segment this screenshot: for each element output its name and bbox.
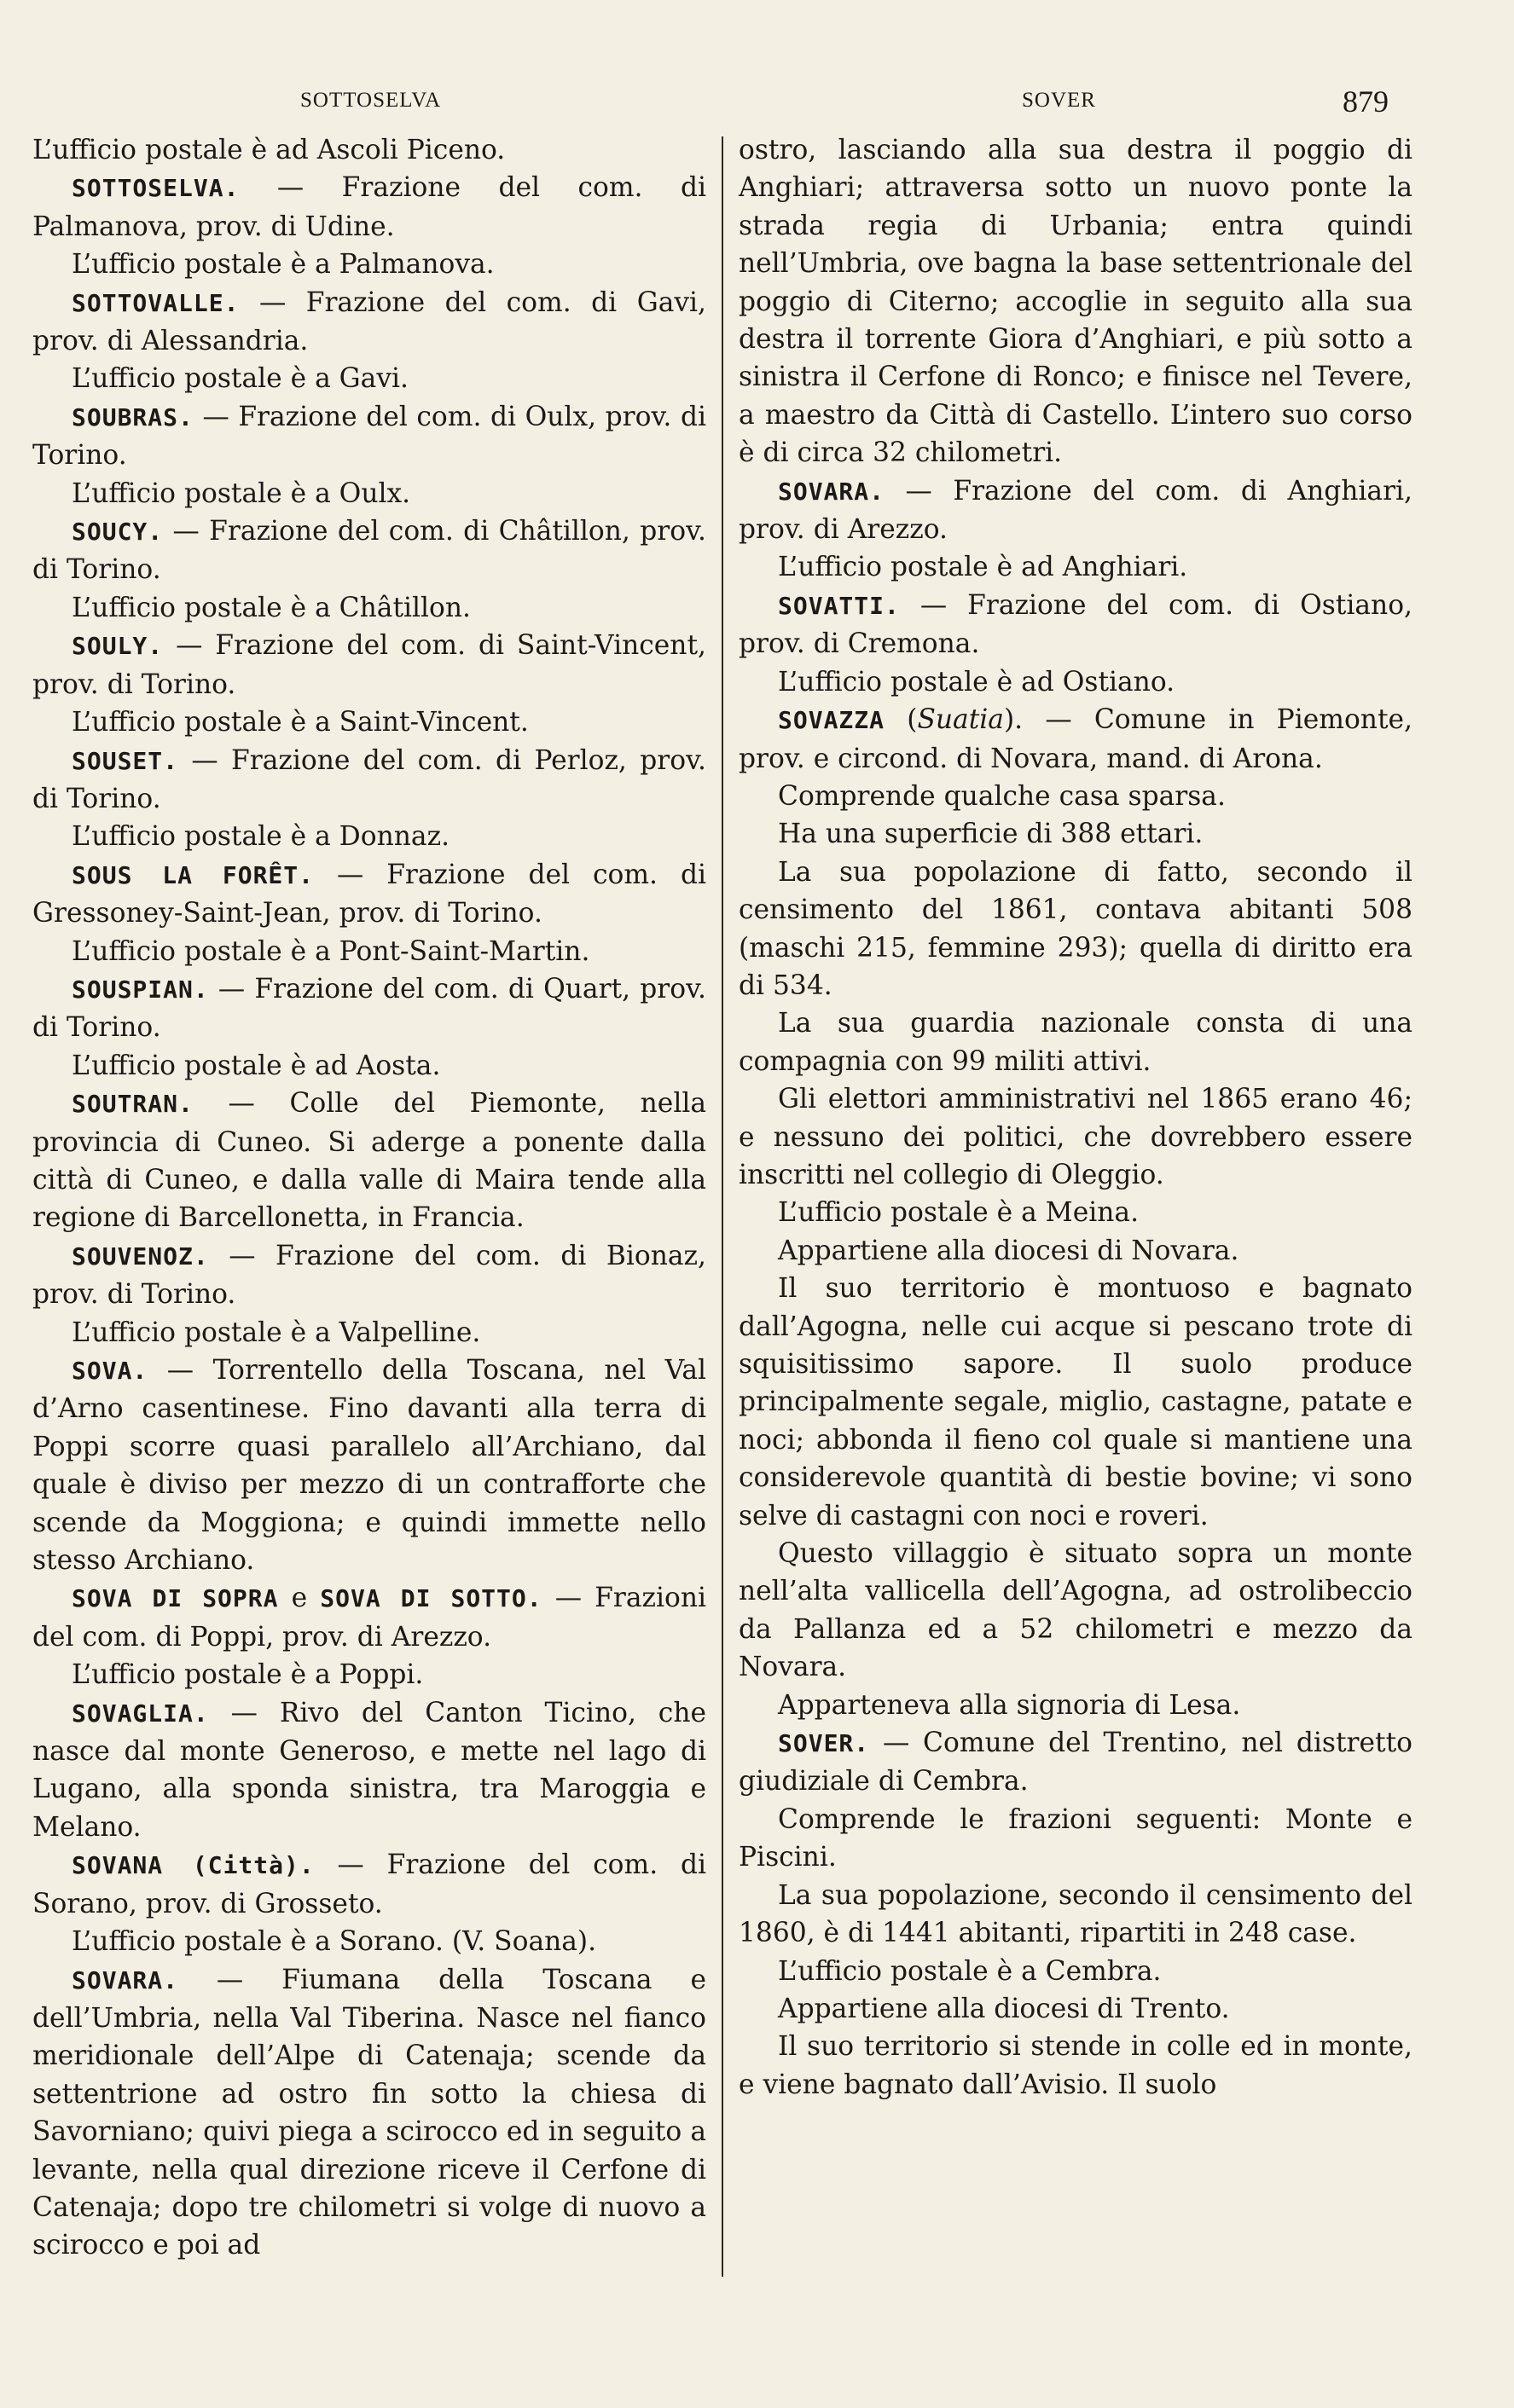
entry-headword: SOUSET. — [72, 746, 179, 775]
paragraph — [32, 246, 706, 283]
dictionary-entry — [32, 1961, 706, 2265]
entry-text: — Frazione del com. di Saint-Vincent, prov. di Torino. — [32, 630, 706, 700]
paragraph-text: L’ufficio postale è a Sorano. (V. Soana). — [72, 1926, 597, 1958]
paragraph-text: L’ufficio postale è ad Ascoli Piceno. — [32, 135, 506, 165]
entry-headword: SOUCY. — [72, 518, 164, 547]
paragraph-text: L’ufficio postale è a Donnaz. — [72, 821, 450, 853]
entry-text: — Frazioni del com. di Poppi, prov. di Arezzo. — [32, 1583, 706, 1653]
entry-text: — Frazione del com. di Palmanova, prov. di Udine. — [32, 172, 706, 242]
entry-text: — Comune in Piemonte, prov. e circond. di Novara, mand. di Arona. — [739, 704, 1412, 774]
paragraph — [32, 1923, 706, 1960]
paragraph — [739, 548, 1412, 586]
paragraph-continuation — [32, 131, 706, 169]
dictionary-entry — [32, 742, 706, 819]
paragraph — [739, 663, 1412, 701]
paragraph-text: Comprende le frazioni seguenti: Monte e Piscini. — [739, 1803, 1412, 1873]
running-head-right: SOVER — [1022, 89, 1096, 112]
paragraph — [739, 778, 1412, 815]
entry-text: — Frazione del com. di Ostiano, prov. di Cremona. — [739, 589, 1412, 660]
entry-headword: SOVER. — [778, 1729, 870, 1758]
paragraph — [739, 1535, 1412, 1687]
entry-text: — Frazione del com. di Anghiari, prov. di Arezzo. — [739, 475, 1412, 546]
paragraph — [32, 818, 706, 855]
dictionary-entry — [32, 1237, 706, 1314]
paragraph — [32, 1047, 706, 1085]
paragraph — [739, 1877, 1412, 1953]
paragraph-text: L’ufficio postale è a Meina. — [778, 1197, 1140, 1229]
entry-text: — Torrentello della Toscana, nel Val d’Arno casentinese. Fino davanti alla terra di Poppi scorre quasi parallelo all’Archiano, dal quale è diviso per mezzo di un contrafforte che scende da Moggiona; e quindi immette nello stesso Archiano. — [32, 1355, 706, 1577]
paragraph — [739, 1953, 1412, 1990]
entry-headword: SOVARA. — [72, 1965, 179, 1994]
paragraph-text: L’ufficio postale è a Châtillon. — [72, 592, 472, 623]
entry-headword: SOVATTI. — [778, 591, 900, 620]
paragraph-text: L’ufficio postale è a Saint-Vincent. — [72, 707, 529, 738]
paragraph-text: L’ufficio postale è ad Ostiano. — [778, 666, 1175, 698]
dictionary-entry: SOVAZZA (Suatia). — Comune in Piemonte, prov. e circond. di Novara, mand. di Arona. — [739, 704, 1412, 774]
right-column — [739, 131, 1412, 2104]
entry-headword: SOTTOVALLE. — [72, 288, 240, 317]
paragraph — [739, 815, 1412, 853]
paragraph — [32, 703, 706, 741]
paragraph — [739, 2028, 1412, 2104]
entry-text: — Frazione del com. di Châtillon, prov. di Torino. — [32, 516, 706, 586]
entry-text: — Frazione del com. di Gressoney-Saint-Jean, prov. di Torino. — [32, 859, 706, 929]
paragraph — [739, 1080, 1412, 1194]
paragraph-text: L’ufficio postale è a Palmanova. — [72, 249, 495, 281]
paragraph — [32, 360, 706, 397]
paragraph-text: Appartiene alla diocesi di Novara. — [778, 1235, 1239, 1266]
dictionary-entry — [32, 169, 706, 246]
paragraph-continuation — [739, 131, 1412, 472]
paragraph-text: Ha una superficie di 388 ettari. — [778, 819, 1204, 850]
paragraph — [739, 1004, 1412, 1080]
entry-headword: SOVA DI SOPRA — [72, 1584, 279, 1613]
entry-headword: SOVARA. — [778, 477, 885, 506]
dictionary-entry — [739, 472, 1412, 549]
paragraph — [739, 1194, 1412, 1231]
dictionary-entry — [32, 627, 706, 703]
paragraph — [32, 1314, 706, 1352]
paragraph-text: La sua guardia nazionale consta di una compagnia con 99 militi attivi. — [739, 1008, 1412, 1077]
paragraph — [32, 933, 706, 970]
entry-text: — Frazione del com. di Gavi, prov. di Alessandria. — [32, 287, 706, 357]
paragraph-text: L’ufficio postale è a Pont-Saint-Martin. — [72, 935, 590, 967]
entry-headword: SOUSPIAN. — [72, 975, 209, 1004]
dictionary-entry — [32, 856, 706, 933]
entry-headword: SOVANA (Città). — [72, 1851, 315, 1880]
paragraph — [739, 1990, 1412, 2028]
paragraph — [739, 854, 1412, 1005]
paragraph-text: Apparteneva alla signoria di Lesa. — [778, 1689, 1241, 1721]
entry-text: — Colle del Piemonte, nella provincia di Cuneo. Si aderge a ponente dalla città di Cuneo, e dalla valle di Maira tende alla regione di Barcellonetta, in Francia. — [32, 1088, 706, 1234]
entry-text: — Frazione del com. di Quart, prov. di Torino. — [32, 973, 706, 1044]
paragraph — [32, 475, 706, 512]
entry-text: — Comune del Trentino, nel distretto giudiziale di Cembra. — [739, 1728, 1412, 1797]
dictionary-entry — [739, 1724, 1412, 1801]
paragraph-text: Il suo territorio si stende in colle ed in monte, e viene bagnato dall’Avisio. Il suolo — [739, 2031, 1412, 2100]
running-head-left: SOTTOSELVA — [300, 89, 442, 112]
left-column — [32, 131, 706, 2265]
paragraph-text: Appartiene alla diocesi di Trento. — [778, 1993, 1230, 2024]
paragraph-text: L’ufficio postale è a Gavi. — [72, 363, 409, 395]
entry-headword: SOULY. — [72, 632, 164, 661]
entry-headword: SOVAGLIA. — [72, 1699, 209, 1728]
dictionary-entry — [32, 512, 706, 589]
entry-headword: SOVAZZA — [778, 706, 885, 735]
dictionary-entry — [32, 398, 706, 475]
paragraph — [739, 1232, 1412, 1270]
entry-text: — Frazione del com. di Perloz, prov. di Torino. — [32, 744, 706, 814]
entry-text: — Frazione del com. di Sorano, prov. di Grosseto. — [32, 1849, 706, 1919]
paragraph-text: L’ufficio postale è a Oulx. — [72, 478, 411, 509]
paragraph-text: L’ufficio postale è a Valpelline. — [72, 1317, 481, 1348]
entry-conjunction: e — [278, 1583, 321, 1614]
entry-headword: SOUBRAS. — [72, 402, 194, 431]
dictionary-entry — [32, 1694, 706, 1847]
dictionary-entry — [32, 1352, 706, 1579]
entry-headword: SOUTRAN. — [72, 1090, 194, 1119]
dictionary-entry — [32, 284, 706, 361]
dictionary-entry — [739, 587, 1412, 663]
paragraph — [739, 1270, 1412, 1535]
paragraph — [32, 1656, 706, 1693]
entry-text: — Frazione del com. di Bionaz, prov. di Torino. — [32, 1240, 706, 1311]
paragraph-text: Questo villaggio è situato sopra un monte nell’alta vallicella dell’Agogna, ad ostrolibeccio da Pallanza ed a 52 chilometri e mezzo da Novara. — [739, 1538, 1412, 1683]
dictionary-entry — [32, 1085, 706, 1237]
entry-headword: SOTTOSELVA. — [72, 174, 240, 203]
entry-text: — Frazione del com. di Oulx, prov. di Torino. — [32, 401, 706, 472]
entry-text: — Rivo del Canton Ticino, che nasce dal monte Generoso, e mette nel lago di Lugano, alla sponda sinistra, tra Maroggia e Melano. — [32, 1697, 706, 1843]
entry-headword: SOVA. — [72, 1357, 148, 1385]
dictionary-entry — [32, 1846, 706, 1923]
paragraph-text: L’ufficio postale è ad Aosta. — [72, 1050, 441, 1081]
paragraph-text: Il suo territorio è montuoso e bagnato dall’Agogna, nelle cui acque si pescano trote di squisitissimo sapore. Il suolo produce principalmente segale, miglio, castagne, patate e noci; abbonda il fieno col quale si mantiene una considerevole quantità di bestie bovine; vi sono selve di castagni con noci e roveri. — [739, 1273, 1412, 1531]
entry-latin-name: Suatia — [917, 704, 1004, 736]
paragraph — [739, 1801, 1412, 1877]
entry-headword: SOVA DI SOTTO. — [320, 1584, 542, 1613]
entry-headword: SOUS LA FORÊT. — [72, 860, 314, 889]
column-divider — [722, 136, 723, 2277]
paragraph-text: ostro, lasciando alla sua destra il poggio di Anghiari; attraversa sotto un nuovo ponte la strada regia di Urbania; entra quindi nell’Umbria, ove bagna la base settentrionale del poggio di Citerno; accoglie in seguito alla sua destra il torrente Giora d’Anghiari, e più sotto a sinistra il Cerfone di Ronco; e finisce nel Tevere, a maestro da Città di Castello. L’intero suo corso è di circa 32 chilometri. — [739, 135, 1412, 469]
entry-headword: SOUVENOZ. — [72, 1242, 209, 1271]
paragraph-text: L’ufficio postale è ad Anghiari. — [778, 552, 1188, 583]
page-number: 879 — [1343, 84, 1389, 119]
entry-text: — Fiumana della Toscana e dell’Umbria, nella Val Tiberina. Nasce nel fianco meridionale dell’Alpe di Catenaja; scende da settentrione ad ostro fin sotto la chiesa di Savorniano; quivi piega a scirocco ed in seguito a levante, nella qual direzione riceve il Cerfone di Catenaja; dopo tre chilometri si volge di nuovo a scirocco e poi ad — [32, 1964, 706, 2261]
paragraph — [32, 589, 706, 627]
paragraph-text: Gli elettori amministrativi nel 1865 erano 46; e nessuno dei politici, che dovrebbero essere inscritti nel collegio di Oleggio. — [739, 1084, 1412, 1190]
dictionary-entry — [32, 970, 706, 1047]
paragraph-text: Comprende qualche casa sparsa. — [778, 780, 1226, 812]
paragraph-text: L’ufficio postale è a Cembra. — [778, 1955, 1162, 1987]
paragraph-text: La sua popolazione, secondo il censimento del 1860, è di 1441 abitanti, ripartiti in 248 case. — [739, 1879, 1412, 1949]
dictionary-entry — [32, 1579, 706, 1656]
paragraph-text: La sua popolazione di fatto, secondo il censimento del 1861, contava abitanti 508 (maschi 215, femmine 293); quella di diritto era di 534. — [739, 856, 1412, 1001]
paragraph-text: L’ufficio postale è a Poppi. — [72, 1659, 424, 1691]
paragraph — [739, 1687, 1412, 1724]
